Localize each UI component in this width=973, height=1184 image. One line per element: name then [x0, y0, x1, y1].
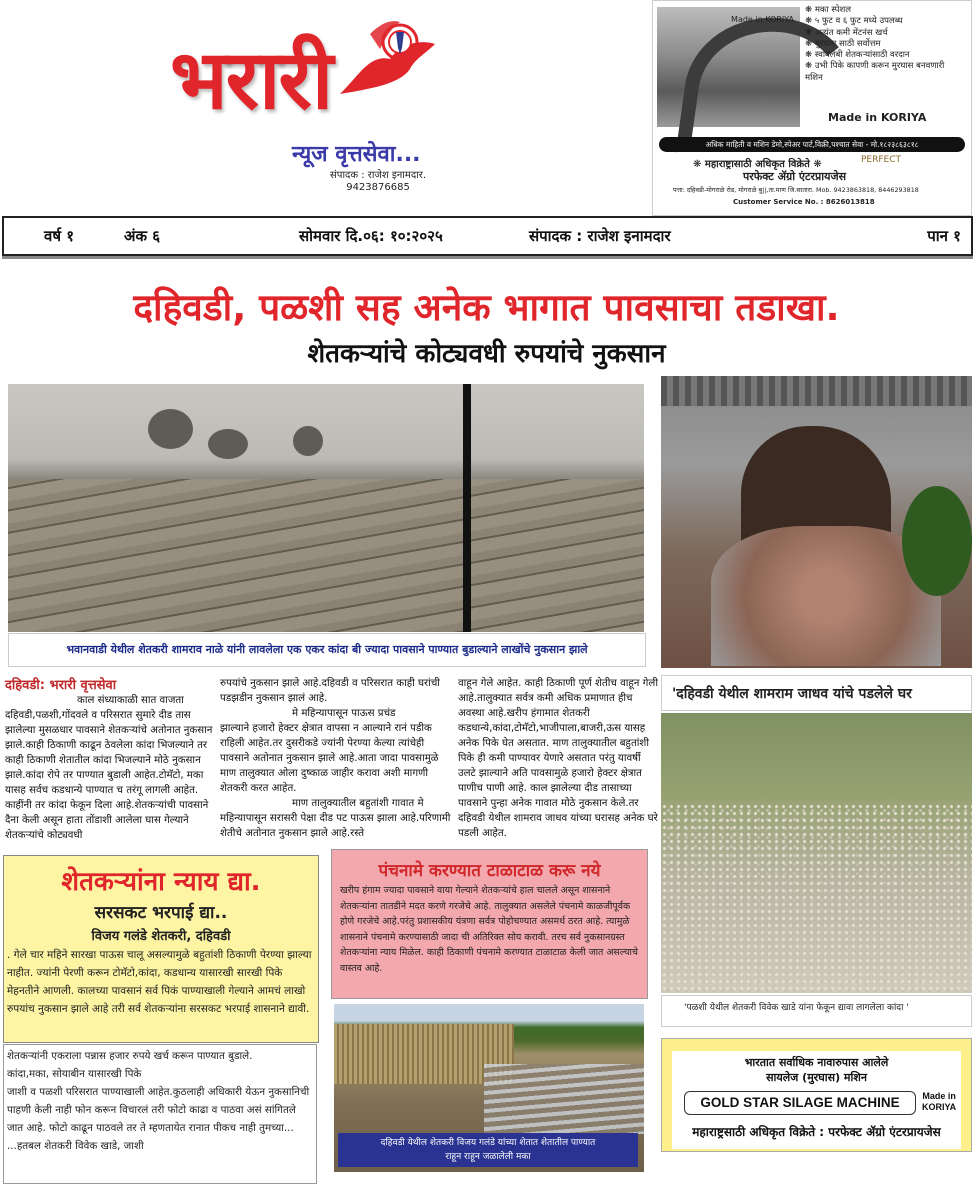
- ad-made-in: Made in KORIYA: [828, 111, 927, 124]
- made-in-line: Made in: [922, 1091, 956, 1101]
- paragraph: रुपयांचे नुकसान झाले आहे.दहिवडी व परिसरात काही घरांची पडझडीन नुकसान झालं आहे.: [220, 678, 440, 704]
- article-column-3: [458, 676, 658, 841]
- silage-machine-photo: [657, 7, 800, 127]
- box-author: विजय गलंडे शेतकरी, दहिवडी: [91, 929, 231, 944]
- flooded-onion-field-photo: [8, 384, 644, 632]
- editor-label: संपादक : राजेश इनामदार: [529, 227, 671, 245]
- photo-made-in-badge: Made in KORIYA: [731, 15, 794, 24]
- logo-wordmark: भरारी: [170, 33, 332, 128]
- ad-line: सायलेज (मुरघास) मशिन: [766, 1071, 867, 1084]
- photo-caption: भवानवाडी येथील शेतकरी शामराव नाळे यांनी लावलेला एक एकर कांदा बी ज्यादा पावसाने पाण्यात बुडाल्याने लाखोंचे नुकसान झाले: [8, 633, 646, 667]
- photo-caption: 'पळशी येथील शेतकरी विवेक खाडे यांना फेकून द्यावा लागलेला कांदा ': [661, 995, 972, 1027]
- logo-tagline: न्यूज वृत्तसेवा...: [292, 142, 421, 167]
- box-title: शेतकऱ्यांना न्याय द्या.: [61, 867, 261, 897]
- box-body: [4, 1045, 316, 1157]
- issue-label: अंक ६: [124, 227, 161, 245]
- photo-caption: 'दहिवडी येथील शामराम जाधव यांचे पडलेले घर: [661, 675, 972, 711]
- ad-address: पत्ता: दहिवडी-मोगराळे रोड, मोगराळे बु||,ता.माण जि.सातारा. Mob. 9423863818, 8446293818: [673, 186, 919, 194]
- ad-customer-service: Customer Service No. : 8626013818: [733, 198, 875, 206]
- dateline-bar: [2, 216, 973, 256]
- made-in-country: KORIYA: [922, 1102, 957, 1112]
- ad-feature: ❋ मुरघास साठी सर्वोत्तम: [805, 38, 881, 49]
- box-subtitle: सरसकट भरपाई द्या..: [94, 903, 228, 923]
- paragraph: झाल्याने हजारो हेक्टर क्षेत्रात वापसा न आल्याने रानं पडीक राहिली आहेत.तर दुसरीकडे ज्यांनी पेरण्या केल्या त्यांचेही पावसाने अतोनात नुकसान झाले आहे.आता जादा पावसामुळे माण तालुक्यात ओला दुष्काळ जाहीर करावा अशी मागणी शेतकरी करत आहेत.: [220, 723, 439, 794]
- article-column-2: [220, 676, 452, 841]
- page-number: पान १: [927, 227, 961, 245]
- ad-feature: ❋ मका स्पेशल: [805, 5, 852, 15]
- farmer-statement-box: [3, 1044, 317, 1184]
- editor-contact: [330, 170, 426, 194]
- main-headline: दहिवडी, पळशी सह अनेक भागात पावसाचा तडाखा.: [133, 286, 840, 329]
- ad-feature: ❋ अत्यंत कमी मेंटनंस खर्च: [805, 27, 888, 38]
- panchnama-box: [331, 849, 648, 999]
- paragraph-lead: काल संध्याकाळी सात वाजता: [77, 695, 184, 706]
- ad-dealer-line: महाराष्ट्रसाठी अधिकृत विक्रेते : परफेक्ट ॲग्रो एंटरप्रायजेस: [692, 1125, 941, 1139]
- editor-name: संपादक : राजेश इनामदार.: [330, 170, 427, 181]
- ad-feature-list: [805, 5, 965, 84]
- box-body: . गेले चार महिने सारखा पाऊस चालू असल्यामुळे बहुतांशी ठिकाणी पेरण्या झाल्या नाहीत. ज्यांनी पेरणी करून टोमॅटो,कांदा, कडधान्य यासारखी सारखी पिके मेहनतीने आणली. कालच्या पावसानं सर्व पिकं पाण्याखाली गेल्याने आमचं लाखो रुपयांच नुकसान झाले आहे तरी सर्व शेतकऱ्यांना सरसकट भरपाई शासनाने द्यावी.: [7, 949, 312, 1015]
- volume-label: वर्ष १: [44, 227, 75, 245]
- caption-line: दहिवडी येथील शेतकरी विजय गलंडे यांच्या शेतात शेतातील पाण्यात: [380, 1138, 596, 1148]
- ad-dealer-label: ❋ महाराष्ट्रासाठी अधिकृत विक्रेते ❋: [693, 159, 822, 170]
- farmer-quote-box: [3, 855, 319, 1043]
- article-byline: दहिवडी: भरारी वृत्तसेवा: [5, 678, 117, 693]
- date-label: सोमवार दि.०६: १०:२०२५: [299, 227, 443, 245]
- discarded-onions-photo: [661, 713, 972, 993]
- ad-feature: ❋ स्वावलंबी शेतकऱ्यांसाठी वरदान: [805, 50, 910, 61]
- statement-line: जाशी व पळशी परिसरात पाण्याखाली आहेत.कुठलाही अधिकारी येऊन नुकसानिची पाहणी केली नाही फोन करून विचारलं तरी फोटो काढा व पाठवा असं सांगितले जात आहे. फोटो काढून पाठवले तर ते म्हणतायेत रानात पीकच नाही तुमच्या...: [7, 1086, 310, 1134]
- ad-line: भारतात सर्वाधिक नावारुपास आलेले: [744, 1056, 889, 1069]
- caption-line: राहून राहून जळालेली मका: [445, 1152, 531, 1162]
- perfect-brand-logo: PERFECT: [861, 155, 902, 165]
- ad-made-in: [922, 1091, 956, 1113]
- paragraph-lead: मे महिन्यापासून पाऊस प्रचंड: [292, 708, 396, 719]
- editor-phone: 9423876685: [346, 182, 410, 193]
- ad-product-name: GOLD STAR SILAGE MACHINE: [684, 1091, 916, 1115]
- photo-caption: [338, 1133, 638, 1167]
- statement-line: कांदा,मका, सोयाबीन यासारखी पिके: [7, 1068, 142, 1080]
- paragraph-lead: माण तालुक्यातील बहुतांशी गावात मे: [292, 798, 424, 809]
- box-title: पंचनामे करण्यात टाळाटाळ करू नये: [378, 861, 601, 881]
- bird-pen-logo-icon: [330, 14, 440, 104]
- paragraph: महिन्यापासून सरासरी पेक्षा दीड पट पाऊस झाला आहे.परिणामी शेतीचे अतोनात नुकसान झाले आहे.रस्ते: [220, 813, 451, 839]
- article-column-1: [5, 693, 215, 843]
- ad-contact-bar: अधिक माहिती व मशिन डेमो,स्पेअर पार्ट,विक्री,पश्चात सेवा - मो.१८२३८६३८१८: [659, 137, 965, 152]
- paragraph: वाहून गेले आहेत. काही ठिकाणी पूर्ण शेतीच वाहून गेली आहे.तालुक्यात सर्वत्र कमी अधिक प्रमाणात हीच अवस्था आहे.खरीप हंगामात शेतकरी कडधान्ये,कांदा,टोमॅटो,भाजीपाला,बाजरी,ऊस यासह अनेक पिके घेत असतात. माण तालुक्यातील बहुतांशी पिके ही कमी पाण्यावर येणारे असतात परंतु यावर्षी उलटे झाल्याने अति पावसामुळे हजारो हेक्टर क्षेत्रात पाणीच पाणी आहे. काल झालेल्या दीड तासाच्या पावसाने पुन्हा अनेक गावात मोठे नुकसान केले.तर दहिवडी येथील शामराव जाधव यांच्या घरासह अनेक घरे पडली आहेत.: [458, 678, 658, 839]
- statement-line: शेतकऱ्यांनी एकराला पन्नास हजार रुपये खर्च करून पाण्यात बुडाले.: [7, 1050, 253, 1062]
- ad-feature: ❋ ५ फुट व ६ फुट मध्ये उपलब्ध: [805, 16, 903, 27]
- ad-feature: ❋ उभी पिके कापणी करून मुरघास बनवणारी मशिन: [805, 61, 945, 83]
- sub-headline: शेतकऱ्यांचे कोट्यवधी रुपयांचे नुकसान: [307, 339, 666, 369]
- statement-signoff: ...हतबल शेतकरी विवेक खाडे, जाशी: [7, 1140, 144, 1152]
- paragraph: दहिवडी,पळशी,गोंदवले व परिसरात सुमारे दीड तास झालेल्या मुसळधार पावसाने शेतकऱ्यांचे अतोनात नुकसान झाले.काही ठिकाणी काढून ठेवलेला कांदा भिजल्याने तर काही ठिकाणी शेतातील कांदा भिजल्याने मोठे नुकसान झाले.कांदा रोपे तर पाण्यात बुडाली आहेत.टोमॅटो, मका यासह सर्वच कडधान्ये पाण्यात च तरंगू लागली आहेत. काहींनी तर कांदा फेकून दिला आहे.शेतकऱ्यांची पावसाने दैना केली असून हाता तोंडाशी आलेला घास गेल्याने शेतकऱ्यांचे कोट्यवधी: [5, 710, 213, 841]
- top-advertisement[interactable]: [652, 0, 972, 216]
- bottom-advertisement[interactable]: [661, 1038, 972, 1152]
- collapsed-house-photo: [661, 376, 972, 668]
- box-body: खरीप हंगाम ज्यादा पावसाने वाया गेल्याने शेतकऱ्यांचे हाल चालले असून शासनाने शेतकऱ्यांना तातडीने मदत करणे गरजेचे आहे. तालुक्यात असलेले पंचनामे काळजीपूर्वक होणे गरजेचे आहे.परंतु प्रशासकीय यंत्रणा सर्वत्र पोहोचण्यात असमर्थ ठरत आहे. त्यामुळे शासनाने पंचनामे करण्यासाठी जादा ची अतिरिक्त सोय करावी. तरच सर्व नुकसानग्रस्त शेतकऱ्यांना न्याय मिळेल. काही ठिकाणी पंचनामे करण्यात टाळाटाळ केली जात असल्याचे वास्तव आहे.: [340, 885, 638, 974]
- ad-company-name: परफेक्ट ॲग्रो एंटरप्रायजेस: [743, 170, 847, 183]
